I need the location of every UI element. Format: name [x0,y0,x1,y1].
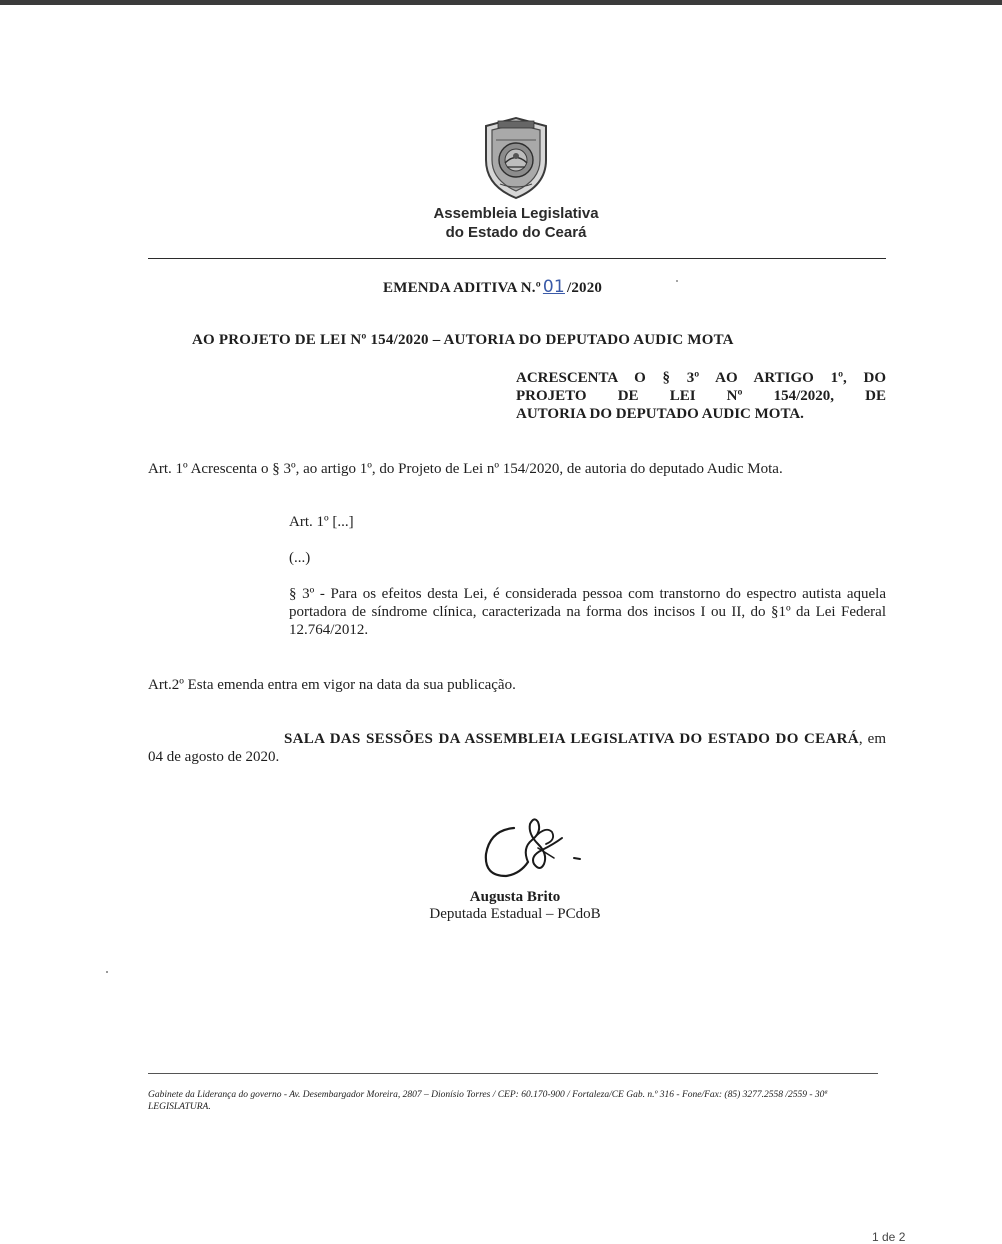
org-name-line-1: Assembleia Legislativa [433,205,599,222]
ementa-line-2: PROJETO DE LEI Nº 154/2020, DE [516,388,886,404]
signer-role: Deputada Estadual – PCdoB [429,906,601,922]
top-edge-bar [0,0,1002,5]
footer-address: Gabinete da Liderança do governo - Av. Desembargador Moreira, 2807 – Dionísio Torres / CEP: 60.170-900 / Fortaleza/CE Gab. n.º 316 - Fone/Fax: (85) 3277.2558 /2559 - 30ª LEGISLATURA. [148,1090,828,1112]
title-prefix: EMENDA ADITIVA N.º [383,280,541,296]
ementa-line-1: ACRESCENTA O § 3º AO ARTIGO 1º, DO [516,370,886,386]
signer-name: Augusta Brito [469,889,561,905]
closing-bold: SALA DAS SESSÕES DA ASSEMBLEIA LEGISLATIVA DO ESTADO DO CEARÁ [284,731,859,747]
handwritten-signature [476,810,596,890]
article-1-quote: Art. 1º [...] [289,514,354,530]
title-suffix: /2020 [566,280,603,296]
closing-date: , em 04 de agosto de 2020. [148,731,886,765]
document-title [383,277,602,297]
org-name-line-2: do Estado do Ceará [445,224,587,241]
scan-speck [106,971,108,973]
amendment-number: 01 [542,277,565,297]
omission-marker: (...) [289,550,311,566]
article-2-text: Art.2º Esta emenda entra em vigor na data da sua publicação. [148,677,516,693]
article-1-text: Art. 1º Acrescenta o § 3º, ao artigo 1º, do Projeto de Lei nº 154/2020, de autoria do deputado Audic Mota. [148,461,783,477]
ceara-state-seal-icon [480,116,552,200]
page-indicator: 1 de 2 [872,1230,906,1244]
closing-statement [148,730,886,766]
ementa-line-3: AUTORIA DO DEPUTADO AUDIC MOTA. [516,406,804,422]
ink-dot [676,280,678,282]
project-reference: AO PROJETO DE LEI Nº 154/2020 – AUTORIA DO DEPUTADO AUDIC MOTA [192,332,734,348]
paragraph-3-text: § 3º - Para os efeitos desta Lei, é considerada pessoa com transtorno do espectro autista aquela portadora de síndrome clínica, caracterizada na forma dos incisos I ou II, do §1º da Lei Federal 12.764/2012. [289,586,886,638]
ementa-summary [516,369,886,423]
footer-divider [148,1073,878,1074]
header-divider [148,258,886,259]
